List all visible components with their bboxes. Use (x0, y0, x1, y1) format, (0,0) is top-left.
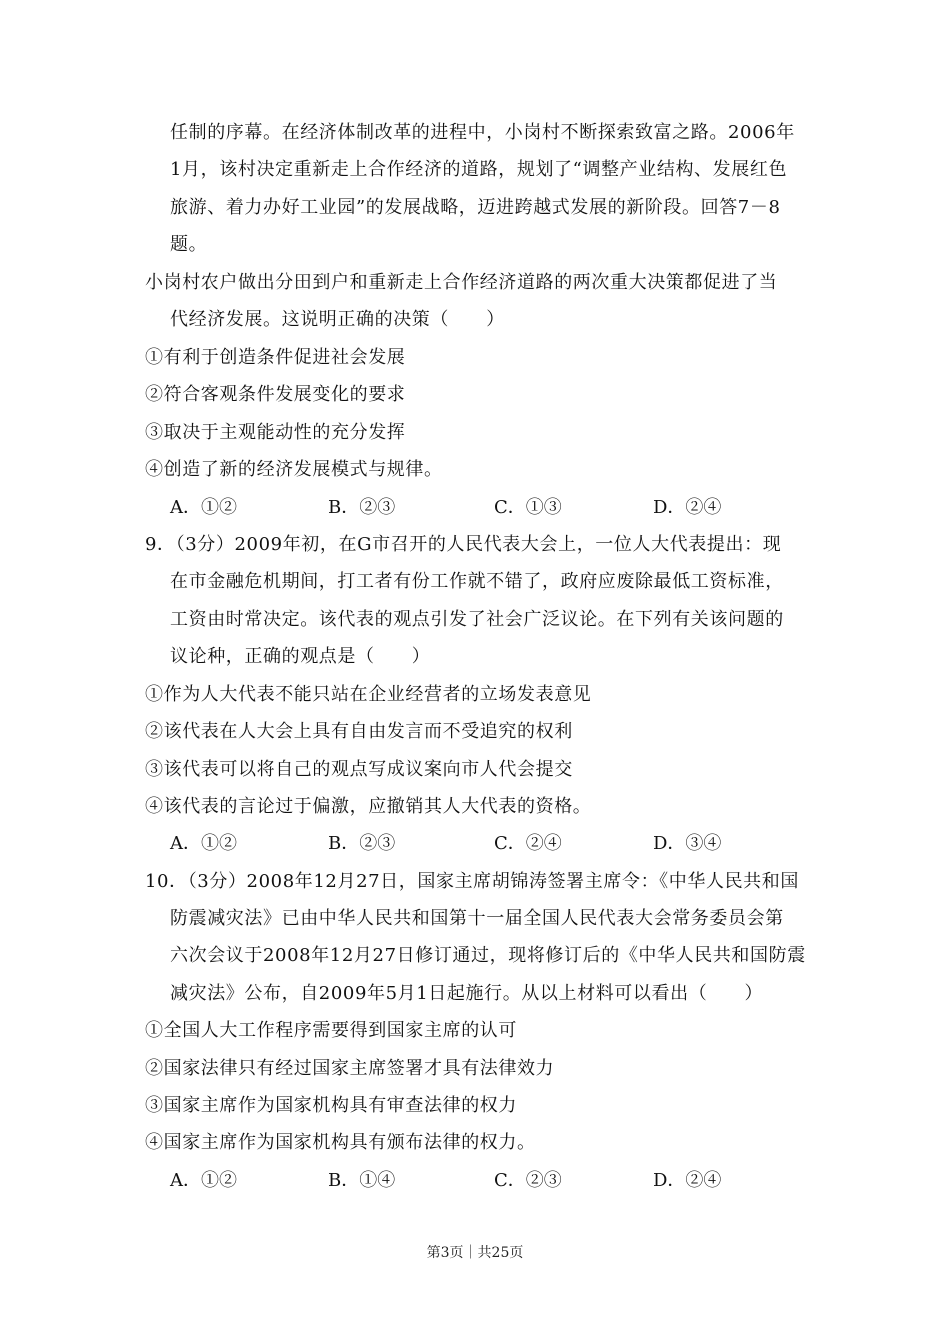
q8-option-d: D．②④ (653, 497, 722, 518)
q8-item-2: ②符合客观条件发展变化的要求 (145, 384, 406, 405)
q9-stem-line-4: 议论种，正确的观点是（ ） (170, 646, 431, 667)
q10-option-c: C．②③ (494, 1170, 562, 1191)
q10-stem-line-3: 六次会议于2008年12月27日修订通过，现将修订后的《中华人民共和国防震 (170, 945, 806, 966)
q8-option-c: C．①③ (494, 497, 562, 518)
q9-stem-line-2: 在市金融危机期间，打工者有份工作就不错了，政府应废除最低工资标准， (170, 571, 784, 592)
q10-stem-line-2: 防震减灾法》已由中华人民共和国第十一届全国人民代表大会常务委员会第 (170, 908, 784, 929)
q8-item-4: ④创造了新的经济发展模式与规律。 (145, 459, 443, 480)
q10-stem-line-1: 10．（3分）2008年12月27日，国家主席胡锦涛签署主席令：《中华人民共和国 (145, 871, 799, 892)
q10-item-2: ②国家法律只有经过国家主席签署才具有法律效力 (145, 1058, 555, 1079)
q9-item-4: ④该代表的言论过于偏激，应撤销其人大代表的资格。 (145, 796, 592, 817)
q9-item-1: ①作为人大代表不能只站在企业经营者的立场发表意见 (145, 684, 592, 705)
q8-item-3: ③取决于主观能动性的充分发挥 (145, 422, 406, 443)
q9-option-a: A．①② (170, 833, 237, 854)
q10-option-b: B．①④ (328, 1170, 396, 1191)
q8-stem-line-2: 代经济发展。这说明正确的决策（ ） (170, 309, 505, 330)
q9-stem-line-1: 9．（3分）2009年初，在G市召开的人民代表大会上，一位人大代表提出：现 (145, 534, 782, 555)
q9-option-b: B．②③ (328, 833, 396, 854)
q8-item-1: ①有利于创造条件促进社会发展 (145, 347, 406, 368)
q8-stem-line-1: 小岗村农户做出分田到户和重新走上合作经济道路的两次重大决策都促进了当 (145, 272, 778, 293)
q10-item-3: ③国家主席作为国家机构具有审查法律的权力 (145, 1095, 517, 1116)
intro-line-1: 任制的序幕。在经济体制改革的进程中，小岗村不断探索致富之路。2006年 (170, 122, 795, 143)
q9-stem-line-3: 工资由时常决定。该代表的观点引发了社会广泛议论。在下列有关该问题的 (170, 609, 784, 630)
q10-option-a: A．①② (170, 1170, 237, 1191)
q9-option-d: D．③④ (653, 833, 722, 854)
q10-item-4: ④国家主席作为国家机构具有颁布法律的权力。 (145, 1132, 536, 1153)
q8-option-b: B．②③ (328, 497, 396, 518)
q8-option-a: A．①② (170, 497, 237, 518)
q9-item-2: ②该代表在人大会上具有自由发言而不受追究的权利 (145, 721, 573, 742)
q10-stem-line-4: 减灾法》公布，自2009年5月1日起施行。从以上材料可以看出（ ） (170, 983, 764, 1004)
q9-option-c: C．②④ (494, 833, 562, 854)
intro-line-3: 旅游、着力办好工业园”的发展战略，迈进跨越式发展的新阶段。回答7－8 (170, 197, 781, 218)
q10-option-d: D．②④ (653, 1170, 722, 1191)
q10-item-1: ①全国人大工作程序需要得到国家主席的认可 (145, 1020, 517, 1041)
page-number-footer: 第3页｜共25页 (426, 1245, 524, 1261)
intro-line-2: 1月，该村决定重新走上合作经济的道路，规划了“调整产业结构、发展红色 (170, 159, 788, 180)
q9-item-3: ③该代表可以将自己的观点写成议案向市人代会提交 (145, 759, 573, 780)
intro-line-4: 题。 (170, 234, 208, 255)
